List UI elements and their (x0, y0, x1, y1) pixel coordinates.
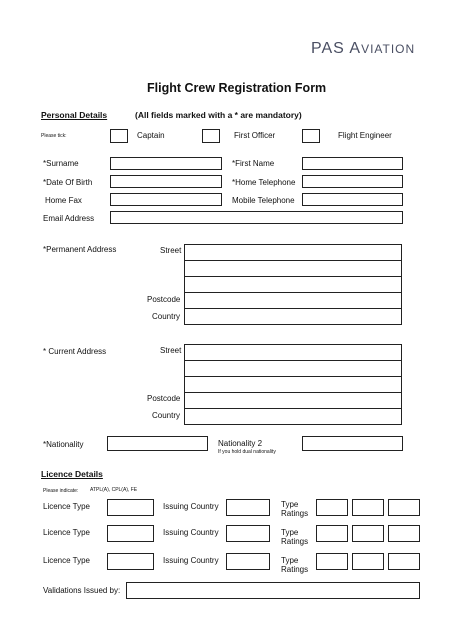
type-ratings-label-2b: Ratings (281, 537, 309, 546)
page-title: Flight Crew Registration Form (147, 81, 327, 95)
perm-country-field[interactable] (184, 308, 402, 325)
please-tick-label: Please tick: (41, 133, 67, 139)
first-name-label: *First Name (232, 159, 275, 168)
issuing-country-field-2[interactable] (226, 525, 270, 542)
licence-type-field-2[interactable] (107, 525, 154, 542)
home-tel-field[interactable] (302, 175, 403, 188)
first-name-field[interactable] (302, 157, 403, 170)
type-ratings-label-1a: Type (281, 500, 299, 509)
surname-label: *Surname (43, 159, 79, 168)
perm-street-line-3[interactable] (184, 276, 402, 293)
licence-details-heading: Licence Details (41, 469, 103, 479)
type-rating-1-2[interactable] (352, 499, 384, 516)
perm-postcode-field[interactable] (184, 292, 402, 309)
current-street-label: Street (160, 346, 182, 355)
logo-text-viation: VIATION (361, 42, 416, 56)
type-ratings-label-3b: Ratings (281, 565, 309, 574)
first-officer-checkbox[interactable] (202, 129, 220, 143)
type-rating-2-2[interactable] (352, 525, 384, 542)
mobile-label: Mobile Telephone (232, 196, 295, 205)
personal-details-heading: Personal Details (41, 110, 108, 120)
nationality2-field[interactable] (302, 436, 403, 451)
licence-type-label-3: Licence Type (43, 556, 90, 565)
home-fax-label: Home Fax (45, 196, 82, 205)
mobile-field[interactable] (302, 193, 403, 206)
current-country-label: Country (152, 411, 181, 420)
licence-type-field-3[interactable] (107, 553, 154, 570)
current-postcode-label: Postcode (147, 394, 181, 403)
perm-street-line-1[interactable] (184, 244, 402, 261)
first-officer-label: First Officer (234, 131, 276, 140)
current-country-field[interactable] (184, 408, 402, 425)
issuing-country-label-3: Issuing Country (163, 556, 219, 565)
perm-street-line-2[interactable] (184, 260, 402, 277)
issuing-country-label-1: Issuing Country (163, 502, 219, 511)
logo-text-pas: PAS (311, 40, 345, 57)
issuing-country-field-1[interactable] (226, 499, 270, 516)
logo (311, 40, 415, 58)
type-rating-2-3[interactable] (388, 525, 420, 542)
please-indicate-label: Please indicate: (43, 488, 79, 494)
dual-nationality-note: If you hold dual nationality (218, 449, 276, 455)
licence-type-field-1[interactable] (107, 499, 154, 516)
perm-address-label: *Permanent Address (43, 245, 117, 254)
type-rating-3-2[interactable] (352, 553, 384, 570)
perm-street-label: Street (160, 246, 182, 255)
current-street-line-2[interactable] (184, 360, 402, 377)
licence-types-hint: ATPL(A), CPL(A), FE (90, 487, 138, 493)
current-street-line-3[interactable] (184, 376, 402, 393)
type-rating-1-3[interactable] (388, 499, 420, 516)
nationality-field[interactable] (107, 436, 208, 451)
type-ratings-label-2a: Type (281, 528, 299, 537)
email-label: Email Address (43, 214, 95, 223)
validations-field[interactable] (126, 582, 420, 599)
dob-label: *Date Of Birth (43, 178, 93, 187)
flight-engineer-checkbox[interactable] (302, 129, 320, 143)
home-fax-field[interactable] (110, 193, 222, 206)
validations-label: Validations Issued by: (43, 586, 121, 595)
current-address-label: * Current Address (43, 347, 107, 356)
licence-type-label-2: Licence Type (43, 528, 90, 537)
logo-text-a: A (349, 40, 362, 57)
current-street-line-1[interactable] (184, 344, 402, 361)
issuing-country-label-2: Issuing Country (163, 528, 219, 537)
issuing-country-field-3[interactable] (226, 553, 270, 570)
home-tel-label: *Home Telephone (232, 178, 296, 187)
email-field[interactable] (110, 211, 403, 224)
current-postcode-field[interactable] (184, 392, 402, 409)
surname-field[interactable] (110, 157, 222, 170)
mandatory-note: (All fields marked with a * are mandatory) (135, 110, 302, 120)
type-rating-3-1[interactable] (316, 553, 348, 570)
licence-type-label-1: Licence Type (43, 502, 90, 511)
type-rating-3-3[interactable] (388, 553, 420, 570)
nationality-label: *Nationality (43, 440, 84, 449)
type-rating-2-1[interactable] (316, 525, 348, 542)
nationality2-label: Nationality 2 (218, 439, 263, 448)
captain-label: Captain (137, 131, 165, 140)
captain-checkbox[interactable] (110, 129, 128, 143)
flight-engineer-label: Flight Engineer (338, 131, 392, 140)
perm-country-label: Country (152, 312, 181, 321)
perm-postcode-label: Postcode (147, 295, 181, 304)
type-rating-1-1[interactable] (316, 499, 348, 516)
type-ratings-label-3a: Type (281, 556, 299, 565)
dob-field[interactable] (110, 175, 222, 188)
type-ratings-label-1b: Ratings (281, 509, 309, 518)
